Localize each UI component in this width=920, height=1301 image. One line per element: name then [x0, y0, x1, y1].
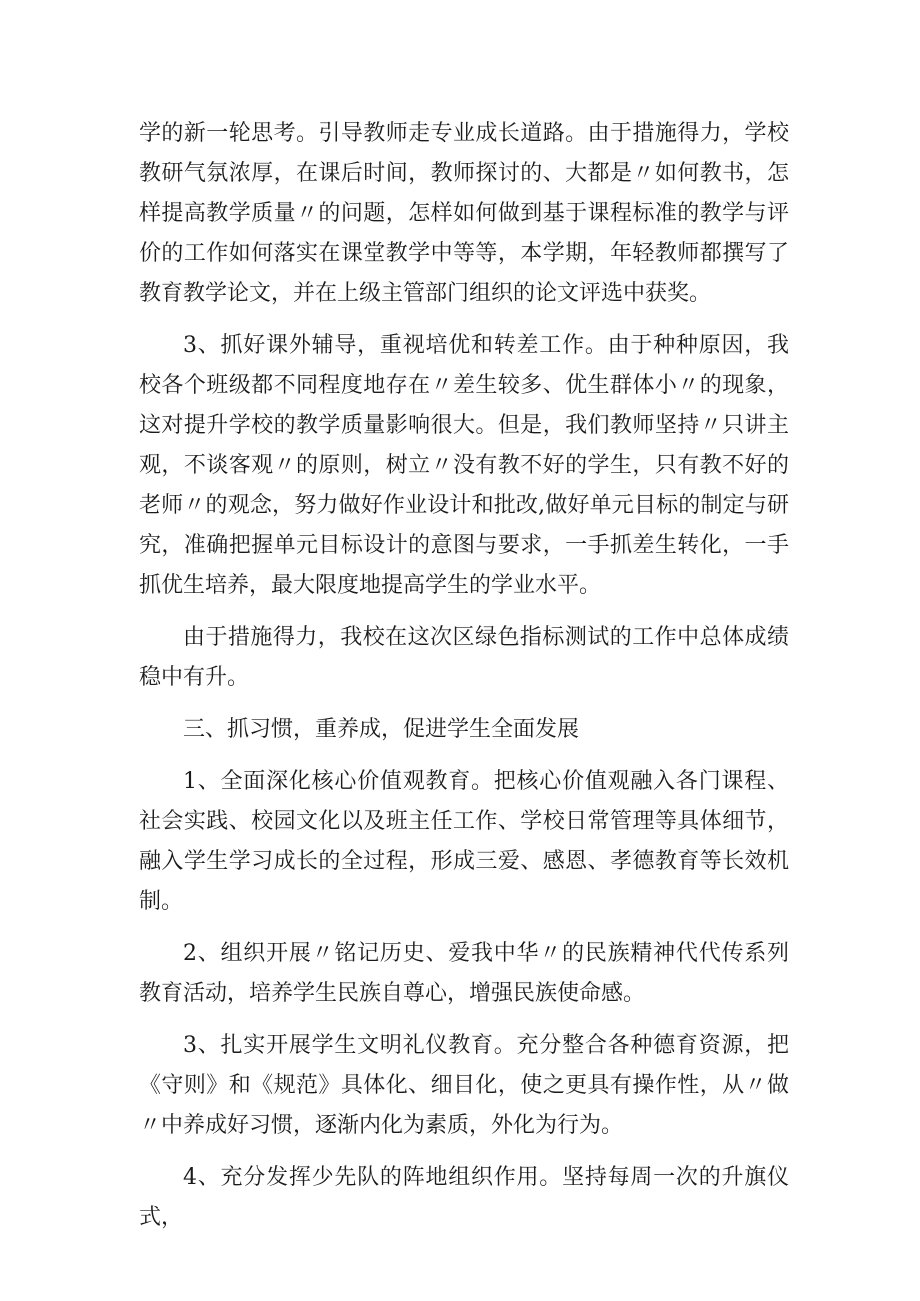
- paragraph-item-3-etiquette: 3、扎实开展学生文明礼仪教育。充分整合各种德育资源，把《守则》和《规范》具体化、细目化，使之更具有操作性，从〃做〃中养成好习惯，逐渐内化为素质，外化为行为。: [139, 1033, 789, 1138]
- paragraph-results: 由于措施得力，我校在这次区绿色指标测试的工作中总体成绩稳中有升。: [139, 625, 789, 690]
- paragraph-item-4-pioneers: 4、充分发挥少先队的阵地组织作用。坚持每周一次的升旗仪式，: [139, 1165, 789, 1230]
- document-body: [139, 114, 789, 1250]
- paragraph-continuation: 学的新一轮思考。引导教师走专业成长道路。由于措施得力，学校教研气氛浓厚，在课后时间，教师探讨的、大都是〃如何教书，怎样提高教学质量〃的问题，怎样如何做到基于课程标准的教学与评价的工作如何落实在课堂教学中等等，本学期，年轻教师都撰写了教育教学论文，并在上级主管部门组织的论文评选中获奖。: [139, 121, 789, 306]
- paragraph-item-1-values: 1、全面深化核心价值观教育。把核心价值观融入各门课程、社会实践、校园文化以及班主任工作、学校日常管理等具体细节，融入学生学习成长的全过程，形成三爱、感恩、孝德教育等长效机制。: [139, 769, 789, 914]
- section-heading-3: 三、抓习惯，重养成，促进学生全面发展: [183, 717, 580, 742]
- paragraph-item-3-tutoring: 3、抓好课外辅导，重视培优和转差工作。由于种种原因，我校各个班级都不同程度地存在〃差生较多、优生群体小〃的现象，这对提升学校的教学质量影响很大。但是，我们教师坚持〃只讲主观，不谈客观〃的原则，树立〃没有教不好的学生，只有教不好的老师〃的观念，努力做好作业设计和批改,做好单元目标的制定与研究，准确把握单元目标设计的意图与要求，一手抓差生转化，一手抓优生培养，最大限度地提高学生的学业水平。: [139, 333, 789, 598]
- paragraph-item-2-history: 2、组织开展〃铭记历史、爱我中华〃的民族精神代代传系列教育活动，培养学生民族自尊心，增强民族使命感。: [139, 941, 789, 1006]
